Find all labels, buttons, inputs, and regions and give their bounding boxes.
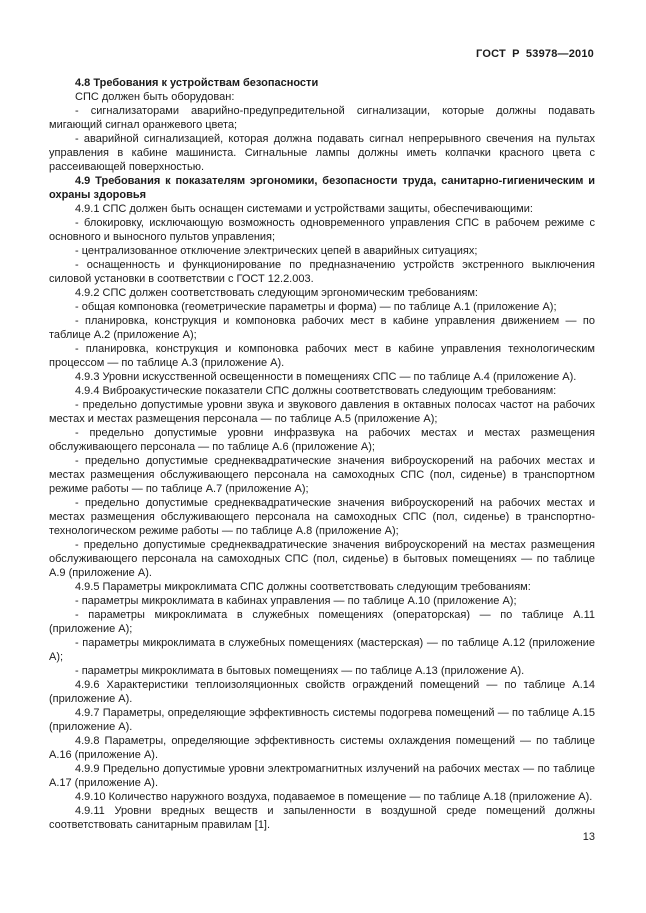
paragraph: 4.9.9 Предельно допустимые уровни электромагнитных излучений на рабочих местах — по таблице А.17 (приложение А). [49,763,595,789]
section-heading: 4.8 Требования к устройствам безопасности [75,77,319,89]
paragraph: 4.9.2 СПС должен соответствовать следующим эргономическим требованиям: [75,287,478,299]
paragraph: - сигнализаторами аварийно-предупредительной сигнализации, которые должны подавать мигающий сигнал оранжевого цвета; [49,105,595,131]
document-body [49,76,595,832]
paragraph: - параметры микроклимата в служебных помещениях (операторская) — по таблице А.11 (приложение А); [49,609,595,635]
page-number: 13 [582,831,595,843]
paragraph: 4.9.1 СПС должен быть оснащен системами и устройствами защиты, обеспечивающими: [75,203,533,215]
paragraph: - планировка, конструкция и компоновка рабочих мест в кабине управления движением — по таблице А.2 (приложение А); [49,315,595,341]
paragraph: - общая компоновка (геометрические параметры и форма) — по таблице А.1 (приложение А); [75,301,557,313]
paragraph: 4.9.6 Характеристики теплоизоляционных свойств ограждений помещений — по таблице А.14 (приложение А). [49,679,595,705]
running-header: ГОСТ Р 53978—2010 [476,48,594,60]
paragraph: 4.9.7 Параметры, определяющие эффективность системы подогрева помещений — по таблице А.15 (приложение А). [49,707,595,733]
paragraph: 4.9.5 Параметры микроклимата СПС должны соответствовать следующим требованиям: [75,581,531,593]
paragraph: СПС должен быть оборудован: [75,91,235,103]
paragraph: 4.9.3 Уровни искусственной освещенности в помещениях СПС — по таблице А.4 (приложение А). [75,371,577,383]
paragraph: - планировка, конструкция и компоновка рабочих мест в кабине управления технологическим процессом — по таблице А.3 (приложение А). [49,343,595,369]
paragraph: 4.9.8 Параметры, определяющие эффективность системы охлаждения помещений — по таблице А.16 (приложение А). [49,735,595,761]
paragraph: - предельно допустимые уровни инфразвука на рабочих местах и местах размещения обслуживающего персонала — по таблице А.6 (приложение А); [49,427,595,453]
paragraph: - параметры микроклимата в кабинах управления — по таблице А.10 (приложение А); [75,595,517,607]
paragraph: - параметры микроклимата в бытовых помещениях — по таблице А.13 (приложение А). [75,665,525,677]
paragraph: - параметры микроклимата в служебных помещениях (мастерская) — по таблице А.12 (приложение А); [49,637,595,663]
paragraph: - предельно допустимые среднеквадратические значения виброускорений на местах размещения обслуживающего персонала на самоходных СПС (пол, сиденье) в бытовых помещениях — по таблице А.9 (приложение А). [49,539,595,579]
paragraph: - предельно допустимые уровни звука и звукового давления в октавных полосах частот на рабочих местах и местах размещения персонала — по таблице А.5 (приложение А); [49,399,595,425]
paragraph: 4.9.11 Уровни вредных веществ и запыленности в воздушной среде помещений должны соответствовать санитарным правилам [1]. [49,805,595,831]
paragraph: - централизованное отключение электрических цепей в аварийных ситуациях; [75,245,478,257]
paragraph: - предельно допустимые среднеквадратические значения виброускорений на рабочих местах и местах размещения обслуживающего персонала на самоходных СПС (пол, сиденье) в транспортно-технологическом режиме работы — по таблице А.8 (приложение А); [49,497,595,537]
paragraph: 4.9.10 Количество наружного воздуха, подаваемое в помещение — по таблице А.18 (приложение А). [75,791,593,803]
paragraph: - аварийной сигнализацией, которая должна подавать сигнал непрерывного свечения на пультах управления в кабине машиниста. Сигнальные лампы должны иметь колпачки красного цвета с рассеивающей поверхностью. [49,133,595,173]
paragraph: - предельно допустимые среднеквадратические значения виброускорений на рабочих местах и местах размещения обслуживающего персонала на самоходных СПС (пол, сиденье) в транспортном режиме работы — по таблице А.7 (приложение А); [49,455,595,495]
section-heading: 4.9 Требования к показателям эргономики, безопасности труда, санитарно-гигиеническим и охраны здоровья [49,175,595,201]
paragraph: - оснащенность и функционирование по предназначению устройств экстренного выключения силовой установки в соответствии с ГОСТ 12.2.003. [49,259,595,285]
paragraph: - блокировку, исключающую возможность одновременного управления СПС в рабочем режиме с основного и выносного пультов управления; [49,217,595,243]
paragraph: 4.9.4 Виброакустические показатели СПС должны соответствовать следующим требованиям: [75,385,557,397]
